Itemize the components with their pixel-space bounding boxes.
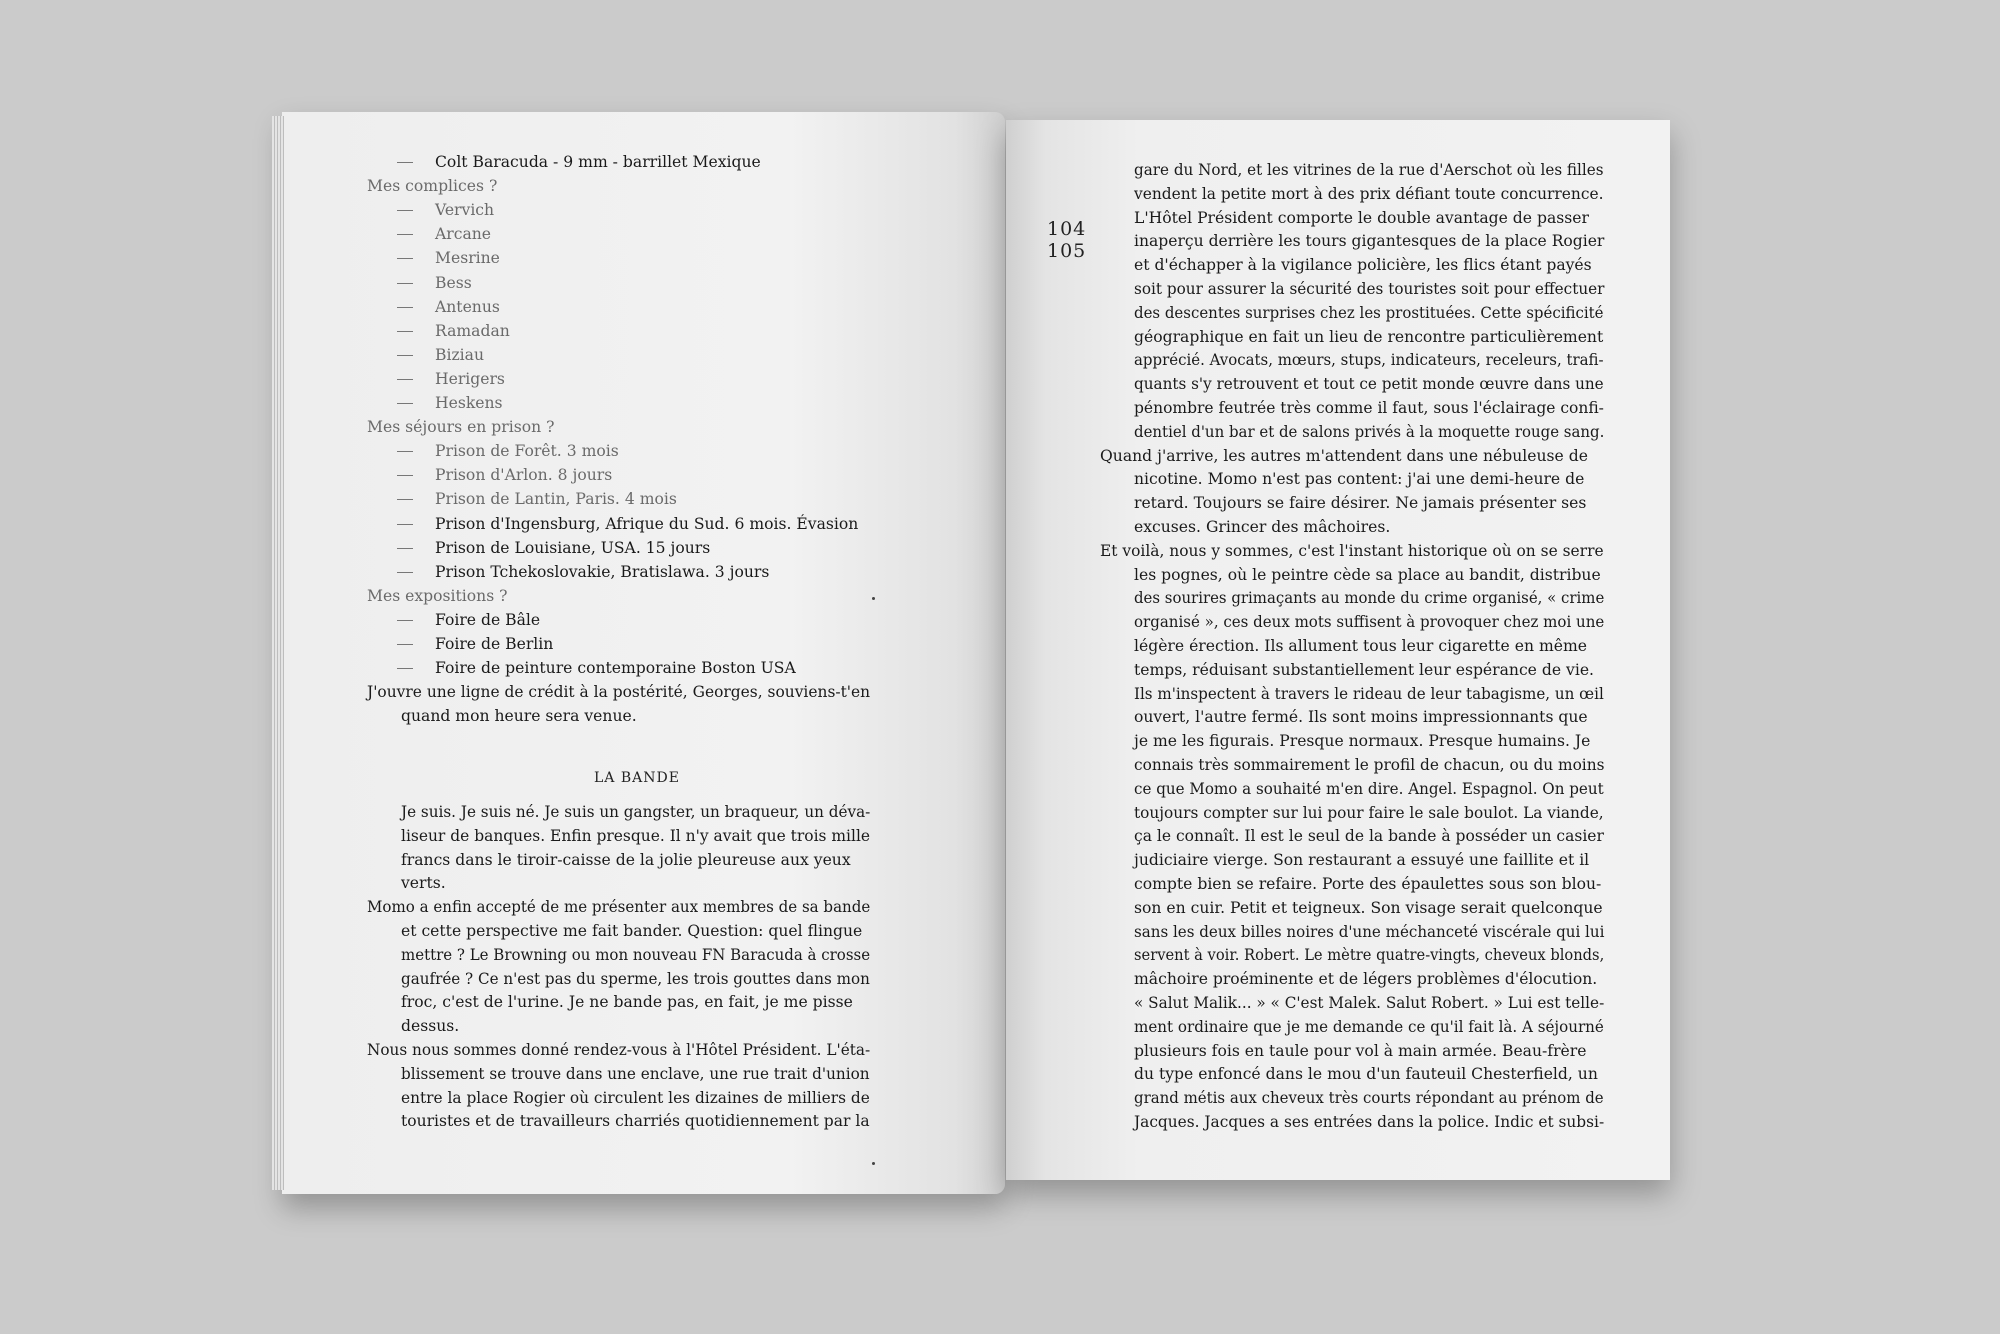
text-line: Ils m'inspectent à travers le rideau de leur tabagisme, un œil xyxy=(1134,684,1604,703)
list-dash xyxy=(397,644,413,645)
text-line: ça le connaît. Il est le seul de la bande à posséder un casier xyxy=(1134,827,1604,846)
text-line: Prison Tchekoslovakie, Bratislawa. 3 jours xyxy=(435,562,770,581)
text-line: sans les deux billes noires d'une méchanceté viscérale qui lui xyxy=(1134,922,1605,941)
text-line: Prison d'Ingensburg, Afrique du Sud. 6 mois. Évasion xyxy=(435,514,859,533)
text-line: mettre ? Le Browning ou mon nouveau FN Baracuda à crosse xyxy=(401,945,871,964)
text-line: Bess xyxy=(435,273,472,292)
list-dash xyxy=(397,331,413,332)
text-line: quand mon heure sera venue. xyxy=(401,707,637,726)
text-line: Prison de Forêt. 3 mois xyxy=(435,442,619,461)
page-number-left: 104 xyxy=(1047,218,1087,240)
list-dash xyxy=(397,234,413,235)
text-line: dentiel d'un bar et de salons privés à la moquette rouge sang. xyxy=(1134,422,1605,441)
text-line: dessus. xyxy=(401,1017,460,1036)
text-line: géographique en fait un lieu de rencontre particulièrement xyxy=(1134,327,1604,346)
text-line: connais très sommairement le profil de chacun, ou du moins xyxy=(1134,756,1605,774)
text-line: Vervich xyxy=(435,201,495,220)
text-line: touristes et de travailleurs charriés quotidiennement par la xyxy=(401,1112,870,1131)
text-line: Antenus xyxy=(435,297,500,316)
text-line: Jacques. Jacques a ses entrées dans la police. Indic et subsi- xyxy=(1134,1113,1605,1131)
text-line: retard. Toujours se faire désirer. Ne jamais présenter ses xyxy=(1134,494,1587,513)
text-line: vendent la petite mort à des prix défiant toute concurrence. xyxy=(1134,184,1604,203)
list-dash xyxy=(397,210,413,211)
text-line: francs dans le tiroir-caisse de la jolie pleureuse aux yeux xyxy=(401,850,851,869)
list-dash xyxy=(397,524,413,525)
text-line: inaperçu derrière les tours gigantesques de la place Rogier xyxy=(1134,232,1605,251)
text-line: servent à voir. Robert. Le mètre quatre-vingts, cheveux blonds, xyxy=(1134,946,1605,965)
text-line: et d'échapper à la vigilance policière, les flics étant payés xyxy=(1134,256,1592,275)
text-line: Biziau xyxy=(435,345,484,364)
text-line: apprécié. Avocats, mœurs, stups, indicateurs, receleurs, trafi- xyxy=(1134,351,1604,370)
text-line: légère érection. Ils allument tous leur cigarette en même xyxy=(1134,637,1587,655)
text-line: excuses. Grincer des mâchoires. xyxy=(1134,518,1391,536)
text-line: Foire de Bâle xyxy=(435,610,541,629)
text-line: Colt Baracuda - 9 mm - barrillet Mexique xyxy=(435,153,761,171)
text-line: plusieurs fois en taule pour vol à main armée. Beau-frère xyxy=(1134,1041,1587,1060)
text-line: pénombre feutrée très comme il faut, sous l'éclairage confi- xyxy=(1134,399,1604,417)
list-dash xyxy=(397,475,413,476)
text-line: blissement se trouve dans une enclave, une rue trait d'union xyxy=(401,1064,870,1083)
text-line: entre la place Rogier où circulent les dizaines de milliers de xyxy=(401,1088,870,1107)
page-number-right: 105 xyxy=(1047,240,1087,262)
list-dash xyxy=(397,403,413,404)
text-line: Prison de Louisiane, USA. 15 jours xyxy=(435,538,711,557)
list-dash xyxy=(397,548,413,549)
text-line: gaufrée ? Ce n'est pas du sperme, les trois gouttes dans mon xyxy=(401,969,870,988)
text-line: Nous nous sommes donné rendez-vous à l'Hôtel Président. L'éta- xyxy=(367,1041,871,1059)
text-line: ce que Momo a souhaité m'en dire. Angel. Espagnol. On peut xyxy=(1134,779,1604,798)
text-line: Arcane xyxy=(435,225,492,244)
text-line: son en cuir. Petit et teigneux. Son visage serait quelconque xyxy=(1134,898,1603,917)
text-line: des descentes surprises chez les prostituées. Cette spécificité xyxy=(1134,303,1604,322)
text-line: toujours compter sur lui pour faire le sale boulot. La viande, xyxy=(1134,803,1604,822)
list-dash xyxy=(397,620,413,621)
text-line: quants s'y retrouvent et tout ce petit monde œuvre dans une xyxy=(1134,375,1604,394)
text-line: Mesrine xyxy=(435,249,500,268)
text-line: gare du Nord, et les vitrines de la rue d'Aerschot où les filles xyxy=(1134,161,1604,179)
text-line: Mes complices ? xyxy=(367,177,498,196)
text-line: soit pour assurer la sécurité des touristes soit pour effectuer xyxy=(1134,280,1605,298)
text-line: Prison de Lantin, Paris. 4 mois xyxy=(435,490,677,509)
left-page xyxy=(282,112,1005,1194)
text-line: grand métis aux cheveux très courts répondant au prénom de xyxy=(1134,1089,1604,1108)
text-line: J'ouvre une ligne de crédit à la postérité, Georges, souviens-t'en xyxy=(367,683,871,702)
text-line: « Salut Malik... » « C'est Malek. Salut Robert. » Lui est telle- xyxy=(1134,994,1605,1012)
text-line: L'Hôtel Président comporte le double avantage de passer xyxy=(1134,208,1589,227)
text-line: Ramadan xyxy=(435,321,510,340)
text-line: Prison d'Arlon. 8 jours xyxy=(435,466,613,485)
text-line: ment ordinaire que je me demande ce qu'il fait là. A séjourné xyxy=(1134,1017,1604,1036)
text-line: et cette perspective me fait bander. Question: quel flingue xyxy=(401,922,863,940)
text-line: Heskens xyxy=(435,394,503,412)
page-edges xyxy=(272,116,284,1190)
text-line: Et voilà, nous y sommes, c'est l'instant historique où on se serre xyxy=(1100,541,1604,560)
text-line: Je suis. Je suis né. Je suis un gangster, un braqueur, un déva- xyxy=(401,803,871,821)
text-line: judiciaire vierge. Son restaurant a essuyé une faillite et il xyxy=(1134,851,1590,870)
text-line: verts. xyxy=(401,874,446,893)
list-dash xyxy=(397,451,413,452)
list-dash xyxy=(397,499,413,500)
text-line: Momo a enfin accepté de me présenter aux membres de sa bande xyxy=(367,898,871,917)
text-line: froc, c'est de l'urine. Je ne bande pas, en fait, je me pisse xyxy=(401,993,853,1012)
list-dash xyxy=(397,307,413,308)
list-dash xyxy=(397,379,413,380)
text-line: organisé », ces deux mots suffisent à provoquer chez moi une xyxy=(1134,613,1605,632)
text-line: temps, réduisant substantiellement leur espérance de vie. xyxy=(1134,660,1595,679)
text-line: les pognes, où le peintre cède sa place au bandit, distribue xyxy=(1134,565,1601,584)
text-line: nicotine. Momo n'est pas content: j'ai une demi-heure de xyxy=(1134,470,1585,489)
text-line: du type enfoncé dans le mou d'un fauteuil Chesterfield, un xyxy=(1134,1065,1598,1084)
text-line: Herigers xyxy=(435,369,505,388)
text-line: Foire de peinture contemporaine Boston USA xyxy=(435,659,796,678)
list-dash xyxy=(397,572,413,573)
list-dash xyxy=(397,162,413,163)
text-line: je me les figurais. Presque normaux. Presque humains. Je xyxy=(1134,732,1591,751)
list-dash xyxy=(397,668,413,669)
text-line: des sourires grimaçants au monde du crime organisé, « crime xyxy=(1134,589,1605,608)
list-dash xyxy=(397,283,413,284)
text-line: Mes séjours en prison ? xyxy=(367,418,555,437)
text-line: Foire de Berlin xyxy=(435,635,554,653)
text-line: mâchoire proéminente et de légers problèmes d'élocution. xyxy=(1134,970,1598,989)
text-line: ouvert, l'autre fermé. Ils sont moins impressionnants que xyxy=(1134,708,1588,727)
list-dash xyxy=(397,355,413,356)
text-line: Quand j'arrive, les autres m'attendent dans une nébuleuse de xyxy=(1100,446,1588,465)
text-line: compte bien se refaire. Porte des épaulettes sous son blou- xyxy=(1134,875,1602,893)
text-line: Mes expositions ? xyxy=(367,586,508,605)
text-line: liseur de banques. Enfin presque. Il n'y avait que trois mille xyxy=(401,826,871,845)
page-mark xyxy=(872,1162,875,1165)
chapter-heading: LA BANDE xyxy=(594,770,680,786)
list-dash xyxy=(397,258,413,259)
page-mark xyxy=(872,597,875,600)
